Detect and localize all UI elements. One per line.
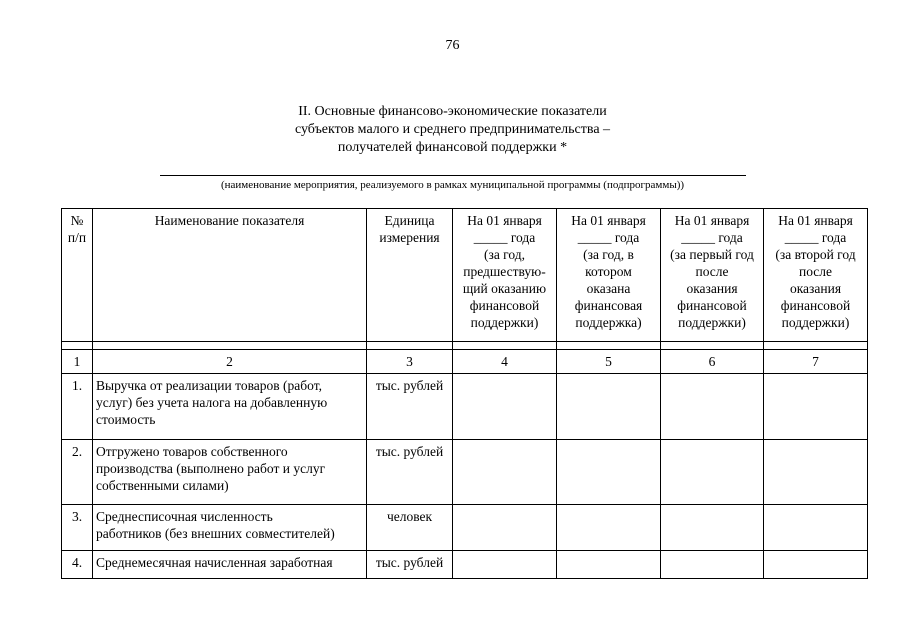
unit-cell: тыс. рублей [367,551,453,579]
value-cell [557,551,661,579]
header-num: № п/п [62,209,93,342]
row-number: 4. [62,551,93,579]
column-number: 1 [62,350,93,374]
row-number: 1. [62,374,93,440]
value-cell [661,551,764,579]
header-gap [62,342,868,350]
column-number: 5 [557,350,661,374]
value-cell [557,374,661,440]
value-cell [764,440,868,505]
page-number: 76 [445,38,460,53]
value-cell [764,374,868,440]
value-cell [661,374,764,440]
indicator-name: Выручка от реализации товаров (работ, услуг) без учета налога на добавленную стоимость [93,374,367,440]
header-row [62,209,868,342]
header-second-year-after: На 01 января _____ года (за второй год после оказания финансовой поддержки) [764,209,868,342]
table-row [62,440,868,505]
header-indicator-name: Наименование показателя [93,209,367,342]
value-cell [453,374,557,440]
column-number: 2 [93,350,367,374]
value-cell [764,505,868,551]
table-row [62,505,868,551]
header-year-before: На 01 января _____ года (за год, предшествую- щий оказанию финансовой поддержки) [453,209,557,342]
header-unit: Единица измерения [367,209,453,342]
value-cell [453,551,557,579]
row-number: 3. [62,505,93,551]
title-line-1: II. Основные финансово-экономические показатели [298,104,607,119]
value-cell [557,505,661,551]
column-number: 7 [764,350,868,374]
value-cell [661,505,764,551]
value-cell [453,440,557,505]
header-year-support: На 01 января _____ года (за год, в котором оказана финансовая поддержка) [557,209,661,342]
column-number-row [62,350,868,374]
column-number: 4 [453,350,557,374]
column-number: 3 [367,350,453,374]
header-first-year-after: На 01 января _____ года (за первый год после оказания финансовой поддержки) [661,209,764,342]
name-underline [160,175,746,176]
table-row [62,551,868,579]
indicators-table [61,208,868,579]
unit-cell: тыс. рублей [367,374,453,440]
title-line-2: субъектов малого и среднего предпринимательства – [294,122,611,137]
indicator-name: Отгружено товаров собственного производства (выполнено работ и услуг собственными силами) [93,440,367,505]
underline-caption: (наименование мероприятия, реализуемого в рамках муниципальной программы (подпрограммы)) [220,179,685,191]
title-line-3: получателей финансовой поддержки * [337,140,568,155]
value-cell [453,505,557,551]
unit-cell: тыс. рублей [367,440,453,505]
row-number: 2. [62,440,93,505]
indicator-name: Среднесписочная численность работников (без внешних совместителей) [93,505,367,551]
value-cell [557,440,661,505]
column-number: 6 [661,350,764,374]
indicator-name: Среднемесячная начисленная заработная [93,551,367,579]
table-row [62,374,868,440]
section-title [0,103,905,157]
value-cell [764,551,868,579]
unit-cell: человек [367,505,453,551]
value-cell [661,440,764,505]
